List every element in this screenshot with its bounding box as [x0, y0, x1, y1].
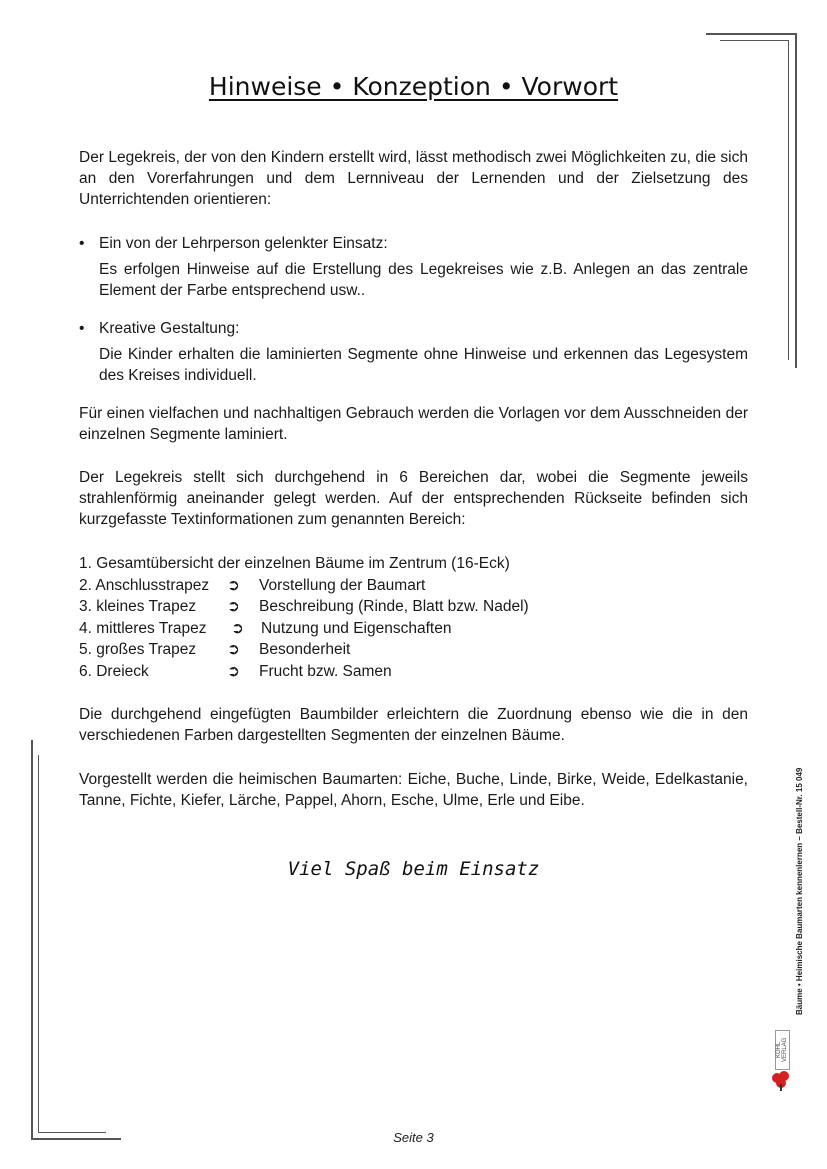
frame-top-right-horizontal-inner — [720, 40, 788, 41]
bullet-heading: Ein von der Lehrperson gelenkter Einsatz: — [99, 235, 388, 252]
list-item-description: Beschreibung (Rinde, Blatt bzw. Nadel) — [259, 598, 529, 615]
intro-text: Der Legekreis, der von den Kindern erstellt wird, lässt methodisch zwei Möglichkeiten zu, die sich an den Vorerfahrungen und dem Lernniveau der Lernenden und der Zielsetzung des Unterrichtenden orientieren: — [79, 149, 748, 208]
images-paragraph — [79, 704, 748, 746]
bullet-heading: Kreative Gestaltung: — [99, 320, 240, 337]
arrow-right-icon: ➲ — [227, 598, 240, 615]
page-number: Seite 3 — [393, 1130, 434, 1145]
page-title: Hinweise • Konzeption • Vorwort — [208, 72, 619, 101]
list-item — [79, 639, 748, 661]
frame-bottom-left-vertical — [31, 740, 33, 1140]
bullet-text: Die Kinder erhalten die laminierten Segmente ohne Hinweise und erkennen das Legesystem des Kreises individuell. — [99, 346, 748, 384]
list-item — [79, 596, 748, 618]
list-item-label: 1. Gesamtübersicht der einzelnen Bäume im Zentrum (16-Eck) — [79, 555, 510, 572]
structure-paragraph — [79, 467, 748, 530]
list-item — [79, 553, 748, 575]
list-item — [79, 661, 748, 683]
structure-text: Der Legekreis stellt sich durchgehend in 6 Bereichen dar, wobei die Segmente jeweils strahlenförmig aneinander gelegt werden. Auf der entsprechenden Rückseite befinden sich kurzgefasste Textinformationen zum genannten Bereich: — [79, 469, 748, 528]
list-item-description: Frucht bzw. Samen — [259, 662, 392, 680]
arrow-right-icon: ➲ — [227, 641, 240, 658]
bullet-item-guided — [79, 233, 748, 254]
order-number-sidebar: Bäume • Heimische Baumarten kennenlernen – Bestell-Nr. 15 049 — [795, 767, 804, 1015]
lamination-text: Für einen vielfachen und nachhaltigen Gebrauch werden die Vorlagen vor dem Ausschneiden der einzelnen Segmente laminiert. — [79, 405, 748, 443]
bullet-item-creative — [79, 318, 748, 339]
list-item — [79, 575, 748, 597]
list-item-label: 4. mittleres Trapez — [79, 619, 207, 637]
arrow-right-icon: ➲ — [227, 662, 240, 680]
publisher-logo-icon — [770, 1070, 792, 1092]
bullet-icon: • — [79, 320, 85, 337]
publisher-label: KOHL VERLAG — [775, 1030, 790, 1070]
bullet-icon: • — [79, 235, 85, 252]
arrow-right-icon: ➲ — [231, 619, 244, 637]
list-item — [79, 618, 748, 640]
arrow-right-icon: ➲ — [227, 576, 240, 594]
list-item-label: 6. Dreieck — [79, 662, 149, 680]
list-item-label: 5. großes Trapez — [79, 641, 197, 658]
frame-bottom-left-vertical-inner — [38, 755, 39, 1133]
list-item-description: Vorstellung der Baumart — [259, 576, 426, 594]
list-item-description: Besonderheit — [259, 641, 351, 658]
images-text: Die durchgehend eingefügten Baumbilder erleichtern die Zuordnung ebenso wie die in den verschiedenen Farben dargestellten Segmenten der einzelnen Bäume. — [79, 706, 748, 744]
lamination-paragraph — [79, 403, 748, 445]
species-paragraph — [79, 769, 748, 811]
species-text: Vorgestellt werden die heimischen Baumarten: Eiche, Buche, Linde, Birke, Weide, Edelkastanie, Tanne, Fichte, Kiefer, Lärche, Pappel, Ahorn, Esche, Ulme, Erle und Eibe. — [79, 771, 748, 809]
list-item-label: 2. Anschlusstrapez — [79, 576, 210, 594]
frame-top-right-horizontal — [706, 33, 796, 35]
segment-list — [79, 553, 748, 682]
closing-greeting: Viel Spaß beim Einsatz — [287, 858, 540, 880]
intro-paragraph — [79, 147, 748, 210]
bullet-text: Es erfolgen Hinweise auf die Erstellung des Legekreises wie z.B. Anlegen an das zentrale Element der Farbe entsprechend usw.. — [99, 261, 748, 299]
bullet-list — [79, 233, 748, 386]
list-item-description: Nutzung und Eigenschaften — [261, 619, 452, 637]
list-item-label: 3. kleines Trapez — [79, 598, 197, 615]
